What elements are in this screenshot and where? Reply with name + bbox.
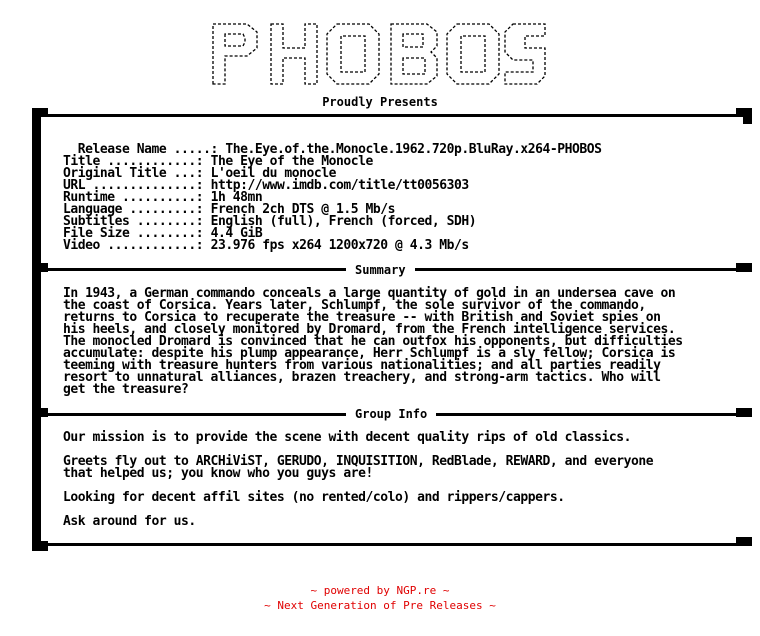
info-value-url[interactable]: http://www.imdb.com/title/tt0056303: [210, 178, 469, 193]
info-label: Title ............:: [63, 154, 204, 169]
summary-line: The monocled Dromard is convinced that he can outfox his opponents, but difficulties: [63, 334, 683, 349]
release-name-row: [63, 132, 602, 156]
summary-line: In 1943, a German commando conceals a large quantity of gold in an undersea cave on: [63, 286, 676, 301]
release-name-value: The.Eye.of.the.Monocle.1962.720p.BluRay.x264-PHOBOS: [225, 142, 602, 157]
info-value: French 2ch DTS @ 1.5 Mb/s: [210, 202, 395, 217]
info-value: L'oeil du monocle: [210, 166, 336, 181]
summary-line: accumulate: despite his plump appearance, Herr Schlumpf is a sly fellow; Corsica is: [63, 346, 676, 361]
phobos-ascii-logo: [205, 18, 550, 88]
info-label: Video ............:: [63, 238, 204, 253]
logo-text: PHOBOS: [377, 86, 381, 87]
footer-tagline: ~ Next Generation of Pre Releases ~: [264, 599, 496, 612]
summary-line: teeming with treasure hunters from various nationalities; and all parties readily: [63, 358, 661, 373]
frame-left-bar: [32, 108, 41, 551]
info-label: File Size ........:: [63, 226, 204, 241]
summary-line: returns to Corsica to recuperate the treasure -- with British and Soviet spies on: [63, 310, 661, 325]
group-greets-line-1: Greets fly out to ARCHiViST, GERUDO, INQUISITION, RedBlade, REWARD, and everyone: [63, 454, 654, 469]
footer-powered-by[interactable]: ~ powered by NGP.re ~: [310, 584, 450, 597]
summary-line: his heels, and closely monitored by Dromard, from the French intelligence services.: [63, 322, 676, 337]
info-label: Language .........:: [63, 202, 204, 217]
info-value: 1h 48mn: [210, 190, 263, 205]
group-ask: Ask around for us.: [63, 514, 196, 529]
frame-bottom-line: [32, 543, 752, 546]
group-mission: Our mission is to provide the scene with decent quality rips of old classics.: [63, 430, 632, 445]
info-value: 4.4 GiB: [210, 226, 263, 241]
group-info-heading: Group Info: [346, 407, 436, 421]
info-label: Original Title ...:: [63, 166, 204, 181]
summary-line: the coast of Corsica. Years later, Schlumpf, the sole survivor of the commando,: [63, 298, 646, 313]
frame-right-bar: [743, 108, 752, 124]
divider-summary-right-cap: [736, 263, 752, 272]
info-label: Runtime ..........:: [63, 190, 204, 205]
group-affil: Looking for decent affil sites (no rented/colo) and rippers/cappers.: [63, 490, 565, 505]
frame-bottom-left-cap: [32, 541, 48, 551]
info-value: The Eye of the Monocle: [210, 154, 373, 169]
frame-top-line: [32, 114, 752, 117]
release-name-label: Release Name .....:: [77, 142, 218, 157]
frame-bottom-right-cap: [736, 537, 752, 546]
info-label: URL ..............:: [63, 178, 204, 193]
summary-line: get the treasure?: [63, 382, 189, 397]
group-greets-line-2: that helped us; you know who you guys are!: [63, 466, 373, 481]
summary-heading: Summary: [346, 263, 415, 277]
info-label: Subtitles ........:: [63, 214, 204, 229]
info-row: [63, 240, 469, 252]
divider-group-right-cap: [736, 408, 752, 417]
summary-line: resort to unnatural alliances, brazen treachery, and strong-arm tactics. Who will: [63, 370, 661, 385]
info-value: 23.976 fps x264 1200x720 @ 4.3 Mb/s: [210, 238, 469, 253]
info-value: English (full), French (forced, SDH): [210, 214, 477, 229]
proudly-presents: Proudly Presents: [322, 95, 438, 109]
